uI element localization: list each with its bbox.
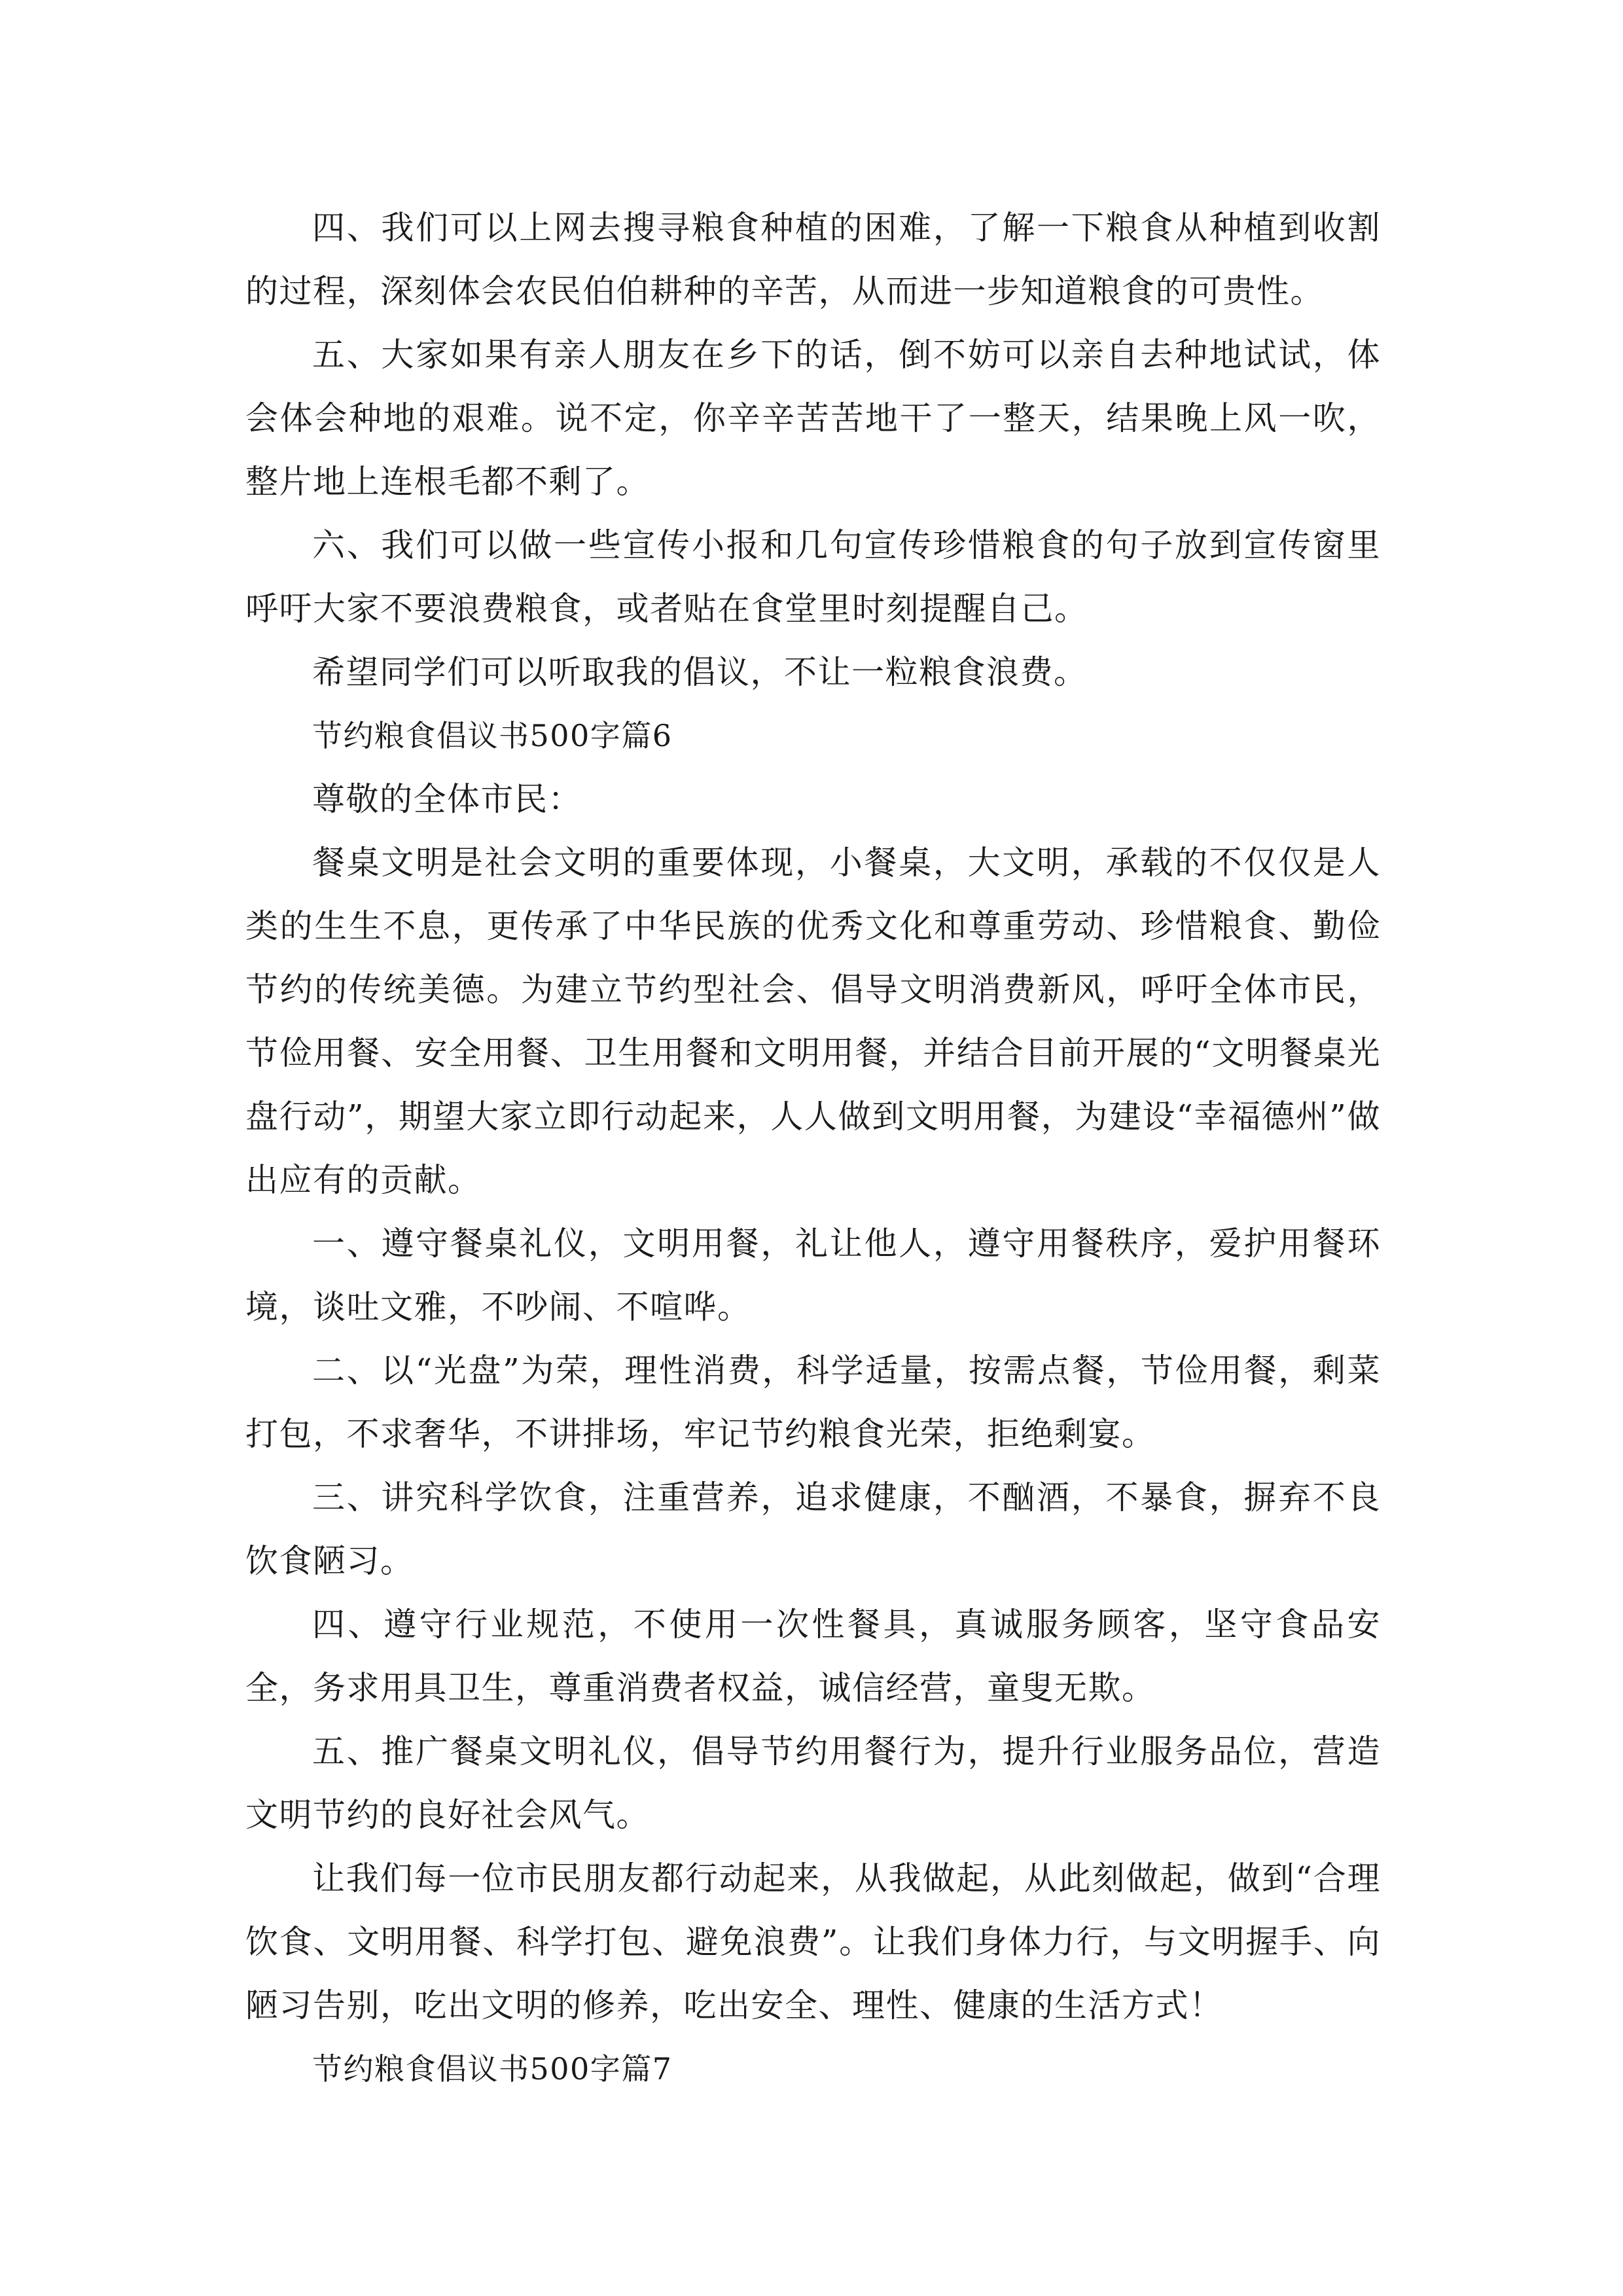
section-heading-6: 节约粮食倡议书500字篇6: [312, 718, 673, 753]
salutation: 尊敬的全体市民：: [312, 780, 582, 818]
paragraph-point-five-farming: 五、大家如果有亲人朋友在乡下的话，倒不妨可以亲自去种地试试，体会体会种地的艰难。说不定，你辛辛苦苦地干了一整天，结果晚上风一吹，整片地上连根毛都不剩了。: [245, 336, 1381, 501]
paragraph-item-four: 四、遵守行业规范，不使用一次性餐具，真诚服务顾客，坚守食品安全，务求用具卫生，尊重消费者权益，诚信经营，童叟无欺。: [245, 1605, 1381, 1707]
paragraph-item-two: 二、以“光盘”为荣，理性消费，科学适量，按需点餐，节俭用餐，剩菜打包，不求奢华，不讲排场，牢记节约粮食光荣，拒绝剩宴。: [245, 1352, 1381, 1453]
paragraph-point-six-posters: 六、我们可以做一些宣传小报和几句宣传珍惜粮食的句子放到宣传窗里呼吁大家不要浪费粮食，或者贴在食堂里时刻提醒自己。: [245, 526, 1381, 628]
paragraph-closing-hope: 希望同学们可以听取我的倡议，不让一粒粮食浪费。: [312, 653, 1088, 691]
section-heading-7: 节约粮食倡议书500字篇7: [312, 2051, 673, 2087]
paragraph-item-three: 三、讲究科学饮食，注重营养，追求健康，不酗酒，不暴食，摒弃不良饮食陋习。: [245, 1479, 1381, 1580]
paragraph-intro: 餐桌文明是社会文明的重要体现，小餐桌，大文明，承载的不仅仅是人类的生生不息，更传承了中华民族的优秀文化和尊重劳动、珍惜粮食、勤俭节约的传统美德。为建立节约型社会、倡导文明消费新风，呼吁全体市民，节俭用餐、安全用餐、卫生用餐和文明用餐，并结合目前开展的“文明餐桌光盘行动”，期望大家立即行动起来，人人做到文明用餐，为建设“幸福德州”做出应有的贡献。: [245, 844, 1381, 1199]
paragraph-call-to-action: 让我们每一位市民朋友都行动起来，从我做起，从此刻做起，做到“合理饮食、文明用餐、科学打包、避免浪费”。让我们身体力行，与文明握手、向陋习告别，吃出文明的修养，吃出安全、理性、健康的生活方式！: [245, 1859, 1381, 2024]
paragraph-item-five: 五、推广餐桌文明礼仪，倡导节约用餐行为，提升行业服务品位，营造文明节约的良好社会风气。: [245, 1732, 1381, 1834]
paragraph-point-four-grain: 四、我们可以上网去搜寻粮食种植的困难，了解一下粮食从种植到收割的过程，深刻体会农民伯伯耕种的辛苦，从而进一步知道粮食的可贵性。: [245, 209, 1381, 310]
paragraph-item-one: 一、遵守餐桌礼仪，文明用餐，礼让他人，遵守用餐秩序，爱护用餐环境，谈吐文雅，不吵闹、不喧哗。: [245, 1225, 1381, 1326]
document-body: [245, 196, 1381, 2101]
